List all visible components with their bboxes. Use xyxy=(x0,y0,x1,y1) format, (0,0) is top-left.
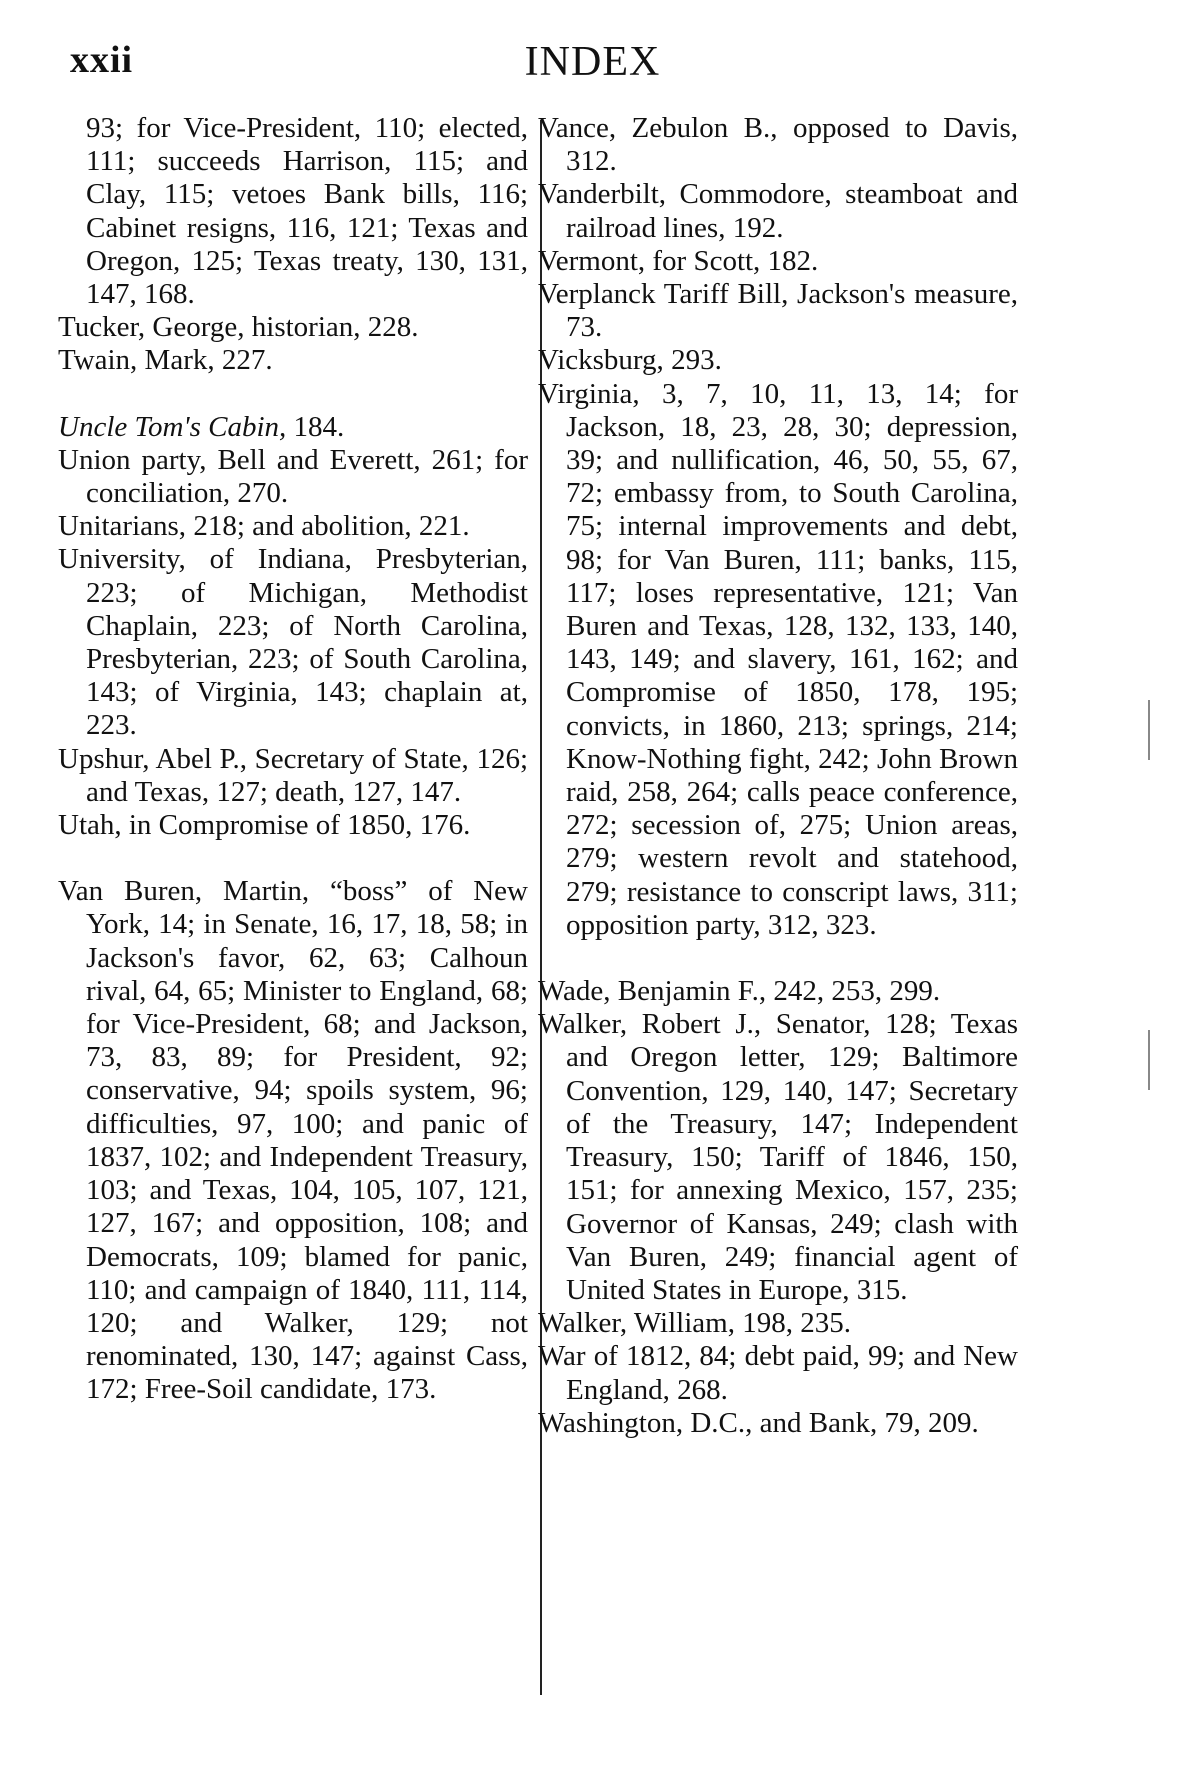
index-entry-heading: Vermont, xyxy=(538,244,646,277)
index-entry-heading: Virginia, xyxy=(538,377,640,410)
index-entry xyxy=(538,1008,1018,1307)
index-entry-references: 84; debt paid, 99; and New England, 268. xyxy=(566,1340,1018,1406)
index-entry-references: for Scott, 182. xyxy=(645,244,819,277)
index-entry xyxy=(538,1340,1018,1406)
index-entry-heading: War of 1812, xyxy=(538,1340,692,1373)
index-entry-heading: Wade, Benjamin F., xyxy=(538,975,767,1008)
index-entry-heading: Van Buren, Martin, xyxy=(58,875,310,908)
margin-scan-mark xyxy=(1148,700,1150,760)
index-entry-references: of Indiana, Presbyterian, 223; of Michigan, Methodist Chaplain, 223; of North Carolina, Presbyterian, 223; of South Carolina, 143; of Virginia, 143; chaplain at, 223. xyxy=(86,543,528,742)
index-entry-heading: Utah, xyxy=(58,809,122,842)
index-entry-references: “boss” of New York, 14; in Senate, 16, 17, 18, 58; in Jackson's favor, 62, 63; Calhoun rival, 64, 65; Minister to England, 68; for Vice-President, 68; and Jackson, 73, 83, 89; for President, 92; conservative, 94; spoils system, 96; difficulties, 97, 100; and panic of 1837, 102; and Independent Treasury, 103; and Texas, 104, 105, 107, 121, 127, 167; and opposition, 108; and Democrats, 109; blamed for panic, 110; and campaign of 1840, 111, 114, 120; and Walker, 129; not renominated, 130, 147; against Cass, 172; Free-Soil candidate, 173. xyxy=(86,875,529,1406)
index-entry-heading: Washington, D.C., xyxy=(538,1406,753,1439)
index-entry-references: in Compromise of 1850, 176. xyxy=(121,809,471,842)
index-entry-references: Jackson's measure, 73. xyxy=(566,278,1018,344)
margin-scan-mark xyxy=(1148,1030,1150,1090)
index-entry-heading: Upshur, Abel P., xyxy=(58,742,247,775)
index-entry-heading: Uncle Tom's Cabin, xyxy=(58,410,287,443)
index-column-left xyxy=(58,112,528,1407)
index-entry-references: 242, 253, 299. xyxy=(766,975,941,1008)
index-entry-heading: Twain, Mark, xyxy=(58,344,215,377)
index-entry xyxy=(538,112,1018,178)
index-column-right xyxy=(538,112,1018,1440)
index-entry-heading: Unitarians, xyxy=(58,510,187,543)
index-entry-references: 227. xyxy=(214,344,273,377)
index-entry-heading: Tucker, George, xyxy=(58,311,245,344)
index-entry xyxy=(538,1407,1018,1440)
index-entry xyxy=(538,378,1018,942)
index-entry xyxy=(58,743,528,809)
index-entry-heading: Verplanck Tariff Bill, xyxy=(538,278,789,311)
index-entry-references: and Bank, 79, 209. xyxy=(752,1406,979,1439)
index-entry-heading: Walker, Robert J., xyxy=(538,1008,762,1041)
index-entry xyxy=(58,112,528,311)
index-entry-heading: Vance, Zebulon B., xyxy=(538,112,778,144)
index-entry-references: 218; and abolition, 221. xyxy=(186,510,470,543)
index-entry xyxy=(538,178,1018,244)
index-entry xyxy=(58,311,528,344)
index-entry-references: historian, 228. xyxy=(244,311,419,344)
index-entry xyxy=(58,411,528,444)
index-entry xyxy=(58,543,528,742)
index-entry-heading: University, xyxy=(58,543,186,576)
index-entry-heading: Vicksburg, xyxy=(538,344,664,377)
index-entry-heading: Walker, William, xyxy=(538,1307,735,1340)
index-entry xyxy=(58,344,528,377)
index-entry-references: 93; for Vice-President, 110; elected, 111; succeeds Harrison, 115; and Clay, 115; vetoes Bank bills, 116; Cabinet resigns, 116, 121; Texas and Oregon, 125; Texas treaty, 130, 131, 147, 168. xyxy=(86,112,528,311)
index-entry xyxy=(538,975,1018,1008)
index-entry-references: 184. xyxy=(286,410,345,443)
index-entry-heading: Union party, xyxy=(58,443,207,476)
index-entry-references: steamboat and railroad lines, 192. xyxy=(566,178,1018,244)
index-entry xyxy=(58,875,528,1406)
index-entry xyxy=(58,809,528,842)
index-entry xyxy=(58,444,528,510)
index-entry-references: Senator, 128; Texas and Oregon letter, 129; Baltimore Convention, 129, 140, 147; Secretary of the Treasury, 147; Independent Treasury, 150; Tariff of 1846, 150, 151; for annexing Mexico, 157, 235; Governor of Kansas, 249; clash with Van Buren, 249; financial agent of United States in Europe, 315. xyxy=(566,1008,1019,1306)
page-number: xxii xyxy=(70,39,134,81)
index-entry-references: Secretary of State, 126; and Texas, 127; death, 127, 147. xyxy=(86,742,528,808)
index-entry xyxy=(58,510,528,543)
index-entry xyxy=(538,1307,1018,1340)
index-entry-references: opposed to Davis, 312. xyxy=(566,112,1018,178)
index-entry-references: 3, 7, 10, 11, 13, 14; for Jackson, 18, 23, 28, 30; depression, 39; and nullification, 46, 50, 55, 67, 72; embassy from, to South Carolina, 75; internal improvements and debt, 98; for Van Buren, 111; banks, 115, 117; loses representative, 121; Van Buren and Texas, 128, 132, 133, 140, 143, 149; and slavery, 161, 162; and Compromise of 1850, 178, 195; convicts, in 1860, 213; springs, 214; Know-Nothing fight, 242; John Brown raid, 258, 264; calls peace conference, 272; secession of, 275; Union areas, 279; western revolt and statehood, 279; resistance to conscript laws, 311; opposition party, 312, 323. xyxy=(566,377,1018,941)
index-entry-heading: Vanderbilt, Commodore, xyxy=(538,178,832,211)
index-entry xyxy=(538,344,1018,377)
index-entry xyxy=(538,278,1018,344)
index-entry-references: Bell and Everett, 261; for conciliation, 270. xyxy=(86,443,528,510)
page-title: INDEX xyxy=(524,39,661,85)
index-entry-references: 198, 235. xyxy=(734,1307,851,1340)
index-entry-references: 293. xyxy=(663,344,722,377)
index-entry xyxy=(538,245,1018,278)
